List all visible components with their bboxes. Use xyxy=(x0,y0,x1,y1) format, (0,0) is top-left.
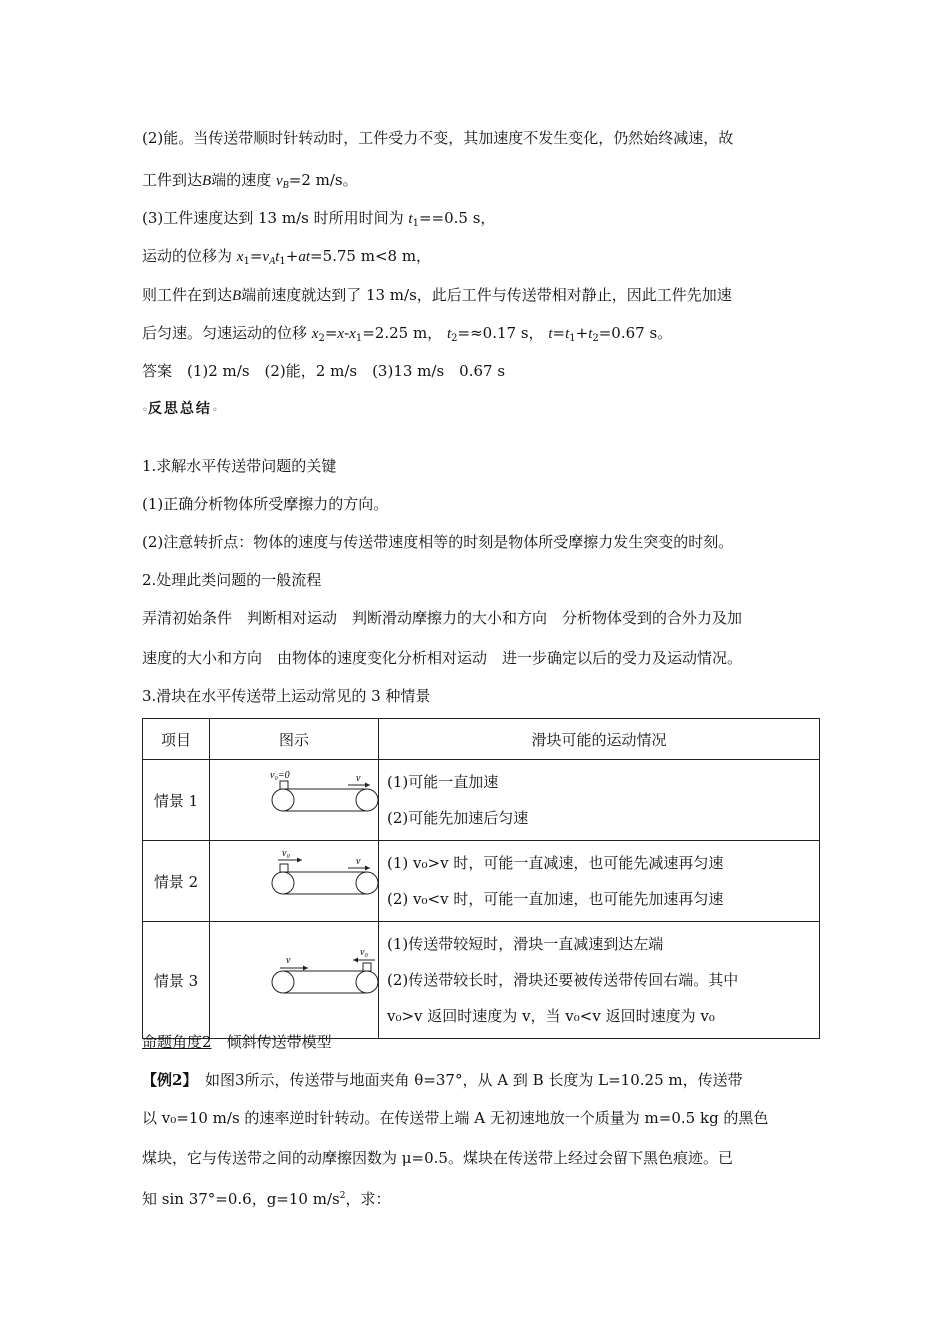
var-at: at xyxy=(298,249,310,265)
v-label: v xyxy=(356,856,361,867)
arrowhead xyxy=(365,783,370,788)
subscript: 2 xyxy=(592,333,599,344)
example-line-3: 煤块，它与传送带之间的动摩擦因数为 μ=0.5。煤块在传送带上经过会留下黑色痕迹。已 xyxy=(142,1149,733,1167)
v0-label: v₀=0 xyxy=(270,770,290,781)
summary-heading-1: 1.求解水平传送带问题的关键 xyxy=(142,457,337,475)
subscript: 2 xyxy=(451,333,458,344)
left-pulley xyxy=(272,789,294,811)
reflection-title: 反思总结 xyxy=(147,401,212,417)
subscript: 1 xyxy=(279,256,286,267)
var-B: B xyxy=(232,288,242,304)
angle-title: 倾斜传送带模型 xyxy=(226,1033,332,1051)
var-x: x xyxy=(349,326,356,342)
summary-heading-3: 3.滑块在水平传送带上运动常见的 3 种情景 xyxy=(142,687,431,705)
subscript: 1 xyxy=(355,333,363,344)
solution-part2-line1: (2)能。当传送带顺时针转动时，工件受力不变，其加速度不发生变化，仍然始终减速，故 xyxy=(142,129,734,147)
scenario-1-figure xyxy=(210,760,379,841)
scenario-name: 情景 2 xyxy=(143,841,210,922)
var-t: t xyxy=(548,326,553,342)
arrowhead xyxy=(365,866,370,871)
description-line: (2)可能先加速后匀速 xyxy=(387,809,529,827)
text: = xyxy=(552,324,566,342)
solution-part3-line4 xyxy=(142,323,672,349)
subscript: 1 xyxy=(243,256,250,267)
text: 工件到达 xyxy=(142,171,203,189)
description-line: (2)传送带较长时，滑块还要被传送带传回右端。其中 xyxy=(387,971,739,989)
subscript: 1 xyxy=(569,333,576,344)
right-pulley xyxy=(356,971,378,993)
text: = xyxy=(249,247,263,265)
var-x: x xyxy=(337,326,345,342)
angle-label: 命题角度2 xyxy=(142,1033,212,1051)
solution-part3-line1 xyxy=(142,208,495,234)
left-pulley xyxy=(272,872,294,894)
text: ，求： xyxy=(345,1190,391,1208)
v-label: v xyxy=(356,773,361,784)
scenario-description xyxy=(379,760,820,841)
table-row xyxy=(143,841,820,922)
example-line-1 xyxy=(142,1070,743,1090)
arrowhead xyxy=(353,958,358,963)
text: 后匀速。匀速运动的位移 xyxy=(142,324,308,342)
scenario-description xyxy=(379,922,820,1039)
table-row xyxy=(143,922,820,1039)
text: - xyxy=(344,324,350,342)
var-v: v xyxy=(275,173,283,189)
summary-item: (1)正确分析物体所受摩擦力的方向。 xyxy=(142,495,389,513)
table-header: 滑块可能的运动情况 xyxy=(379,719,820,760)
table-header: 图示 xyxy=(210,719,379,760)
subscript: B xyxy=(282,180,289,191)
left-pulley xyxy=(272,971,294,993)
subscript: 2 xyxy=(318,333,325,344)
summary-item: (2)注意转折点：物体的速度与传送带速度相等的时刻是物体所受摩擦力发生突变的时刻。 xyxy=(142,533,734,551)
solution-part3-line2 xyxy=(142,246,431,272)
superscript: 2 xyxy=(339,1191,346,1201)
scenario-2-figure xyxy=(210,841,379,922)
scenario-name: 情景 3 xyxy=(143,922,210,1039)
var-t: t xyxy=(408,211,413,227)
table-header-row xyxy=(143,719,820,760)
reflection-heading xyxy=(142,398,218,421)
var-t: t xyxy=(275,249,280,265)
arrowhead xyxy=(303,966,308,971)
example-line-4 xyxy=(142,1186,390,1209)
text: ==0.5 s， xyxy=(418,209,496,227)
v0-label: v₀ xyxy=(360,947,368,958)
var-t: t xyxy=(588,326,593,342)
solution-part2-line2 xyxy=(142,170,358,196)
ornament-icon: ◦ xyxy=(211,405,218,416)
text: =0.67 s。 xyxy=(598,324,673,342)
var-t: t xyxy=(446,326,452,342)
var-x: x xyxy=(236,249,244,265)
table-row xyxy=(143,760,820,841)
example-line-2: 以 v₀=10 m/s 的速率逆时针转动。在传送带上端 A 无初速地放一个质量为 m=0.5 kg 的黑色 xyxy=(142,1109,769,1127)
subscript: 1 xyxy=(412,218,419,229)
scenario-name: 情景 1 xyxy=(143,760,210,841)
description-line: (1)可能一直加速 xyxy=(387,773,499,791)
text: = xyxy=(324,324,338,342)
description-line: (1)传送带较短时，滑块一直减速到达左端 xyxy=(387,935,664,953)
var-v: v xyxy=(262,249,270,265)
example-tag: 【例2】 xyxy=(142,1071,190,1089)
text: 端前速度就达到了 13 m/s，此后工件与传送带相对静止，因此工件先加速 xyxy=(241,286,732,304)
proposition-angle-heading xyxy=(142,1032,332,1052)
table-header: 项目 xyxy=(143,719,210,760)
text: =5.75 m<8 m， xyxy=(310,247,432,265)
text: =≈0.17 s， xyxy=(457,324,544,342)
summary-heading-2: 2.处理此类问题的一般流程 xyxy=(142,571,322,589)
conveyor-diagram xyxy=(210,923,378,1033)
scenario-table xyxy=(142,718,820,1039)
description-line: v₀>v 返回时速度为 v，当 v₀<v 返回时速度为 v₀ xyxy=(387,1007,715,1025)
solution-part3-line3 xyxy=(142,285,732,306)
block xyxy=(280,864,288,872)
text: 运动的位移为 xyxy=(142,247,233,265)
text: 如图3所示，传送带与地面夹角 θ=37°，从 A 到 B 长度为 L=10.25 m，传送带 xyxy=(204,1071,743,1089)
text: 端的速度 xyxy=(211,171,272,189)
answer-line: 答案 (1)2 m/s (2)能，2 m/s (3)13 m/s 0.67 s xyxy=(142,362,506,380)
scenario-3-figure xyxy=(210,922,379,1039)
ornament-icon: ◦ xyxy=(142,405,148,416)
summary-item: 弄清初始条件 判断相对运动 判断滑动摩擦力的大小和方向 分析物体受到的合外力及加 xyxy=(142,609,743,627)
text: + xyxy=(575,324,589,342)
scenario-description xyxy=(379,841,820,922)
conveyor-diagram xyxy=(210,761,378,835)
text: 知 sin 37°=0.6，g=10 m/s xyxy=(142,1190,340,1208)
text: =2 m/s。 xyxy=(288,171,358,189)
var-x: x xyxy=(311,326,319,342)
block xyxy=(363,963,371,971)
right-pulley xyxy=(356,789,378,811)
text: 则工件在到达 xyxy=(142,286,233,304)
text: + xyxy=(285,247,299,265)
block xyxy=(280,781,288,789)
right-pulley xyxy=(356,872,378,894)
conveyor-diagram xyxy=(210,842,378,916)
var-t: t xyxy=(565,326,570,342)
description-line: (1) v₀>v 时，可能一直减速，也可能先减速再匀速 xyxy=(387,854,724,872)
v0-label: v₀ xyxy=(282,848,290,859)
subscript: A xyxy=(269,256,276,267)
summary-item: 速度的大小和方向 由物体的速度变化分析相对运动 进一步确定以后的受力及运动情况。 xyxy=(142,649,743,667)
var-B: B xyxy=(202,173,212,189)
v-label: v xyxy=(286,955,291,966)
text: (3)工件速度达到 13 m/s 时所用时间为 xyxy=(142,209,404,227)
description-line: (2) v₀<v 时，可能一直加速，也可能先加速再匀速 xyxy=(387,890,724,908)
text: =2.25 m， xyxy=(362,324,443,342)
arrowhead xyxy=(297,858,302,863)
